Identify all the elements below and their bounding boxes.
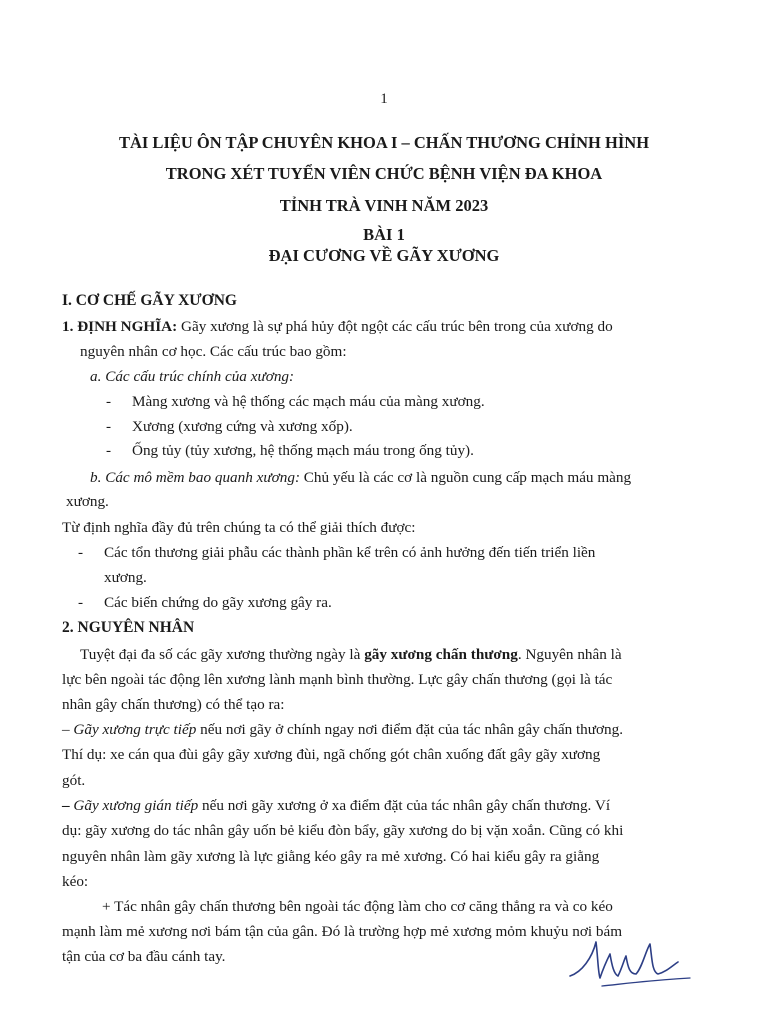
list-item-continuation: xương.	[104, 569, 147, 586]
lesson-number: BÀI 1	[363, 225, 405, 244]
title-line-3: TỈNH TRÀ VINH NĂM 2023	[279, 196, 489, 215]
paragraph-line: lực bên ngoài tác động lên xương lành mạnh bình thường. Lực gây chấn thương (gọi là tác	[62, 671, 613, 688]
paragraph-line: – Gãy xương gián tiếp nếu nơi gãy xương ở xa điểm đặt của tác nhân gây chấn thương. Ví	[62, 797, 611, 814]
handwritten-signature	[562, 928, 702, 998]
paragraph-line: dụ: gãy xương do tác nhân gây uốn bẻ kiểu đòn bẩy, gãy xương do bị vặn xoắn. Cũng có khi	[62, 822, 624, 839]
definition-line-1	[62, 316, 613, 338]
paragraph-line: Thí dụ: xe cán qua đùi gây gãy xương đùi, ngã chống gót chân xuống đất gây gãy xương	[62, 746, 601, 763]
definition-label: 1. ĐỊNH NGHĨA:	[62, 318, 178, 335]
paragraph-line: tận của cơ ba đầu cánh tay.	[62, 948, 226, 965]
paragraph-line: Tuyệt đại đa số các gãy xương thường ngày là gãy xương chấn thương. Nguyên nhân là	[80, 646, 622, 663]
paragraph-line: gót.	[62, 772, 86, 789]
list-item: - Các tổn thương giải phẫu các thành phần kể trên có ảnh hưởng đến tiến triển liền	[78, 544, 596, 561]
section-heading-1: I. CƠ CHẾ GÃY XƯƠNG	[62, 292, 237, 309]
paragraph-line: – Gãy xương trực tiếp nếu nơi gãy ở chính ngay nơi điểm đặt của tác nhân gây chấn thương.	[62, 721, 624, 738]
subsection-b-line-2: xương.	[66, 493, 109, 510]
paragraph-line: + Tác nhân gây chấn thương bên ngoài tác động làm cho cơ căng thẳng ra và co kéo	[102, 898, 613, 915]
subsection-a-label: a. Các cấu trúc chính của xương:	[90, 368, 295, 385]
indirect-fracture-label: Gãy xương gián tiếp	[69, 797, 199, 814]
title-line-1: TÀI LIỆU ÔN TẬP CHUYÊN KHOA I – CHẤN THƯƠNG CHỈNH HÌNH	[118, 133, 650, 152]
subsection-b-label: b. Các mô mềm bao quanh xương:	[90, 469, 300, 486]
page-number: 1	[380, 91, 388, 107]
paragraph-line: nhân gây chấn thương) có thể tạo ra:	[62, 696, 285, 713]
paragraph-line: kéo:	[62, 873, 89, 890]
paragraph-line: nguyên nhân làm gãy xương là lực giằng kéo gây ra mẻ xương. Có hai kiểu gây ra giằng	[62, 848, 600, 865]
direct-fracture-label: – Gãy xương trực tiếp	[62, 721, 197, 738]
definition-line-2: nguyên nhân cơ học. Các cấu trúc bao gồm:	[80, 343, 347, 360]
definition-text: Gãy xương là sự phá hủy đột ngột các cấu trúc bên trong của xương do	[177, 318, 613, 335]
list-item: - Các biến chứng do gãy xương gây ra.	[78, 594, 332, 611]
title-line-2: TRONG XÉT TUYỂN VIÊN CHỨC BỆNH VIỆN ĐA KHOA	[165, 164, 603, 183]
list-item: - Xương (xương cứng và xương xốp).	[106, 418, 353, 435]
explain-intro: Từ định nghĩa đầy đủ trên chúng ta có thể giải thích được:	[62, 519, 416, 536]
paragraph-line: mạnh làm mẻ xương nơi bám tận của gân. Đó là trường hợp mẻ xương mỏm khuỷu nơi bám	[62, 923, 623, 940]
subsection-b-line-1: b. Các mô mềm bao quanh xương: Chủ yếu là các cơ là nguồn cung cấp mạch máu màng	[90, 469, 632, 486]
bold-term: gãy xương chấn thương	[364, 646, 518, 663]
section-heading-2: 2. NGUYÊN NHÂN	[62, 619, 195, 636]
list-item: - Màng xương và hệ thống các mạch máu của màng xương.	[106, 393, 485, 410]
list-item: - Ống tủy (tủy xương, hệ thống mạch máu trong ống tủy).	[106, 442, 474, 459]
lesson-title: ĐẠI CƯƠNG VỀ GÃY XƯƠNG	[268, 246, 500, 265]
